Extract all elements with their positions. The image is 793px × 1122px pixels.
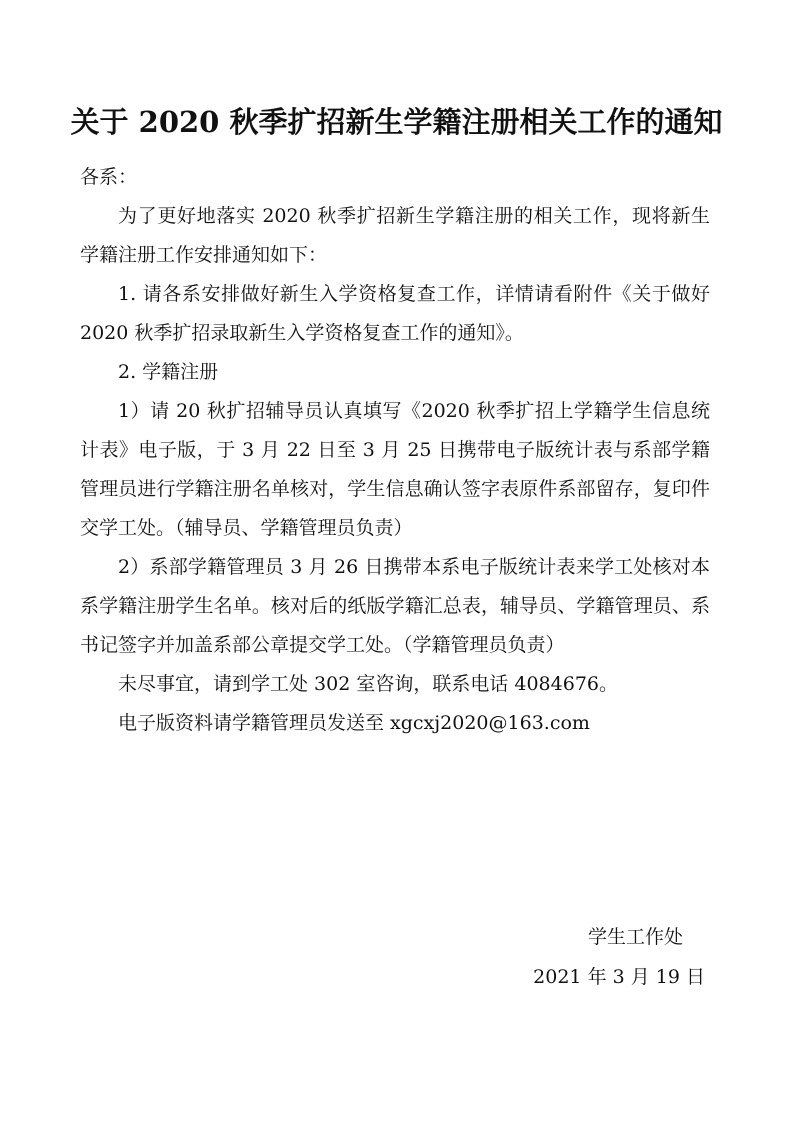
- salutation: 各系：: [80, 166, 138, 188]
- paragraph-item-2-1: 1）请 20 秋扩招辅导员认真填写《2020 秋季扩招上学籍学生信息统计表》电子版，于 3 月 22 日至 3 月 25 日携带电子版统计表与系部学籍管理员进行学籍注册名单核对，学生信息确认签字表原件系部留存，复印件交学工处。（辅导员、学籍管理员负责）: [80, 400, 710, 539]
- paragraph-contact: 未尽事宜，请到学工处 302 室咨询，联系电话 4084676。: [118, 673, 619, 695]
- signature-department: 学生工作处: [587, 926, 683, 948]
- paragraph-item-2-2: 2）系部学籍管理员 3 月 26 日携带本系电子版统计表来学工处核对本系学籍注册学生名单。核对后的纸版学籍汇总表，辅导员、学籍管理员、系书记签字并加盖系部公章提交学工处。（学籍管理员负责）: [80, 556, 710, 656]
- document-body: [80, 197, 710, 743]
- document-title: 关于 2020 秋季扩招新生学籍注册相关工作的通知: [70, 105, 723, 139]
- paragraph-item-2-heading: 2. 学籍注册: [118, 361, 219, 383]
- paragraph-intro: 为了更好地落实 2020 秋季扩招新生学籍注册的相关工作，现将新生学籍注册工作安排通知如下：: [80, 205, 710, 266]
- paragraph-item-1: 1. 请各系安排做好新生入学资格复查工作，详情请看附件《关于做好 2020 秋季扩招录取新生入学资格复查工作的通知》。: [80, 283, 710, 344]
- paragraph-email: 电子版资料请学籍管理员发送至 xgcxj2020@163.com: [118, 712, 590, 734]
- signature-date: 2021 年 3 月 19 日: [533, 966, 705, 988]
